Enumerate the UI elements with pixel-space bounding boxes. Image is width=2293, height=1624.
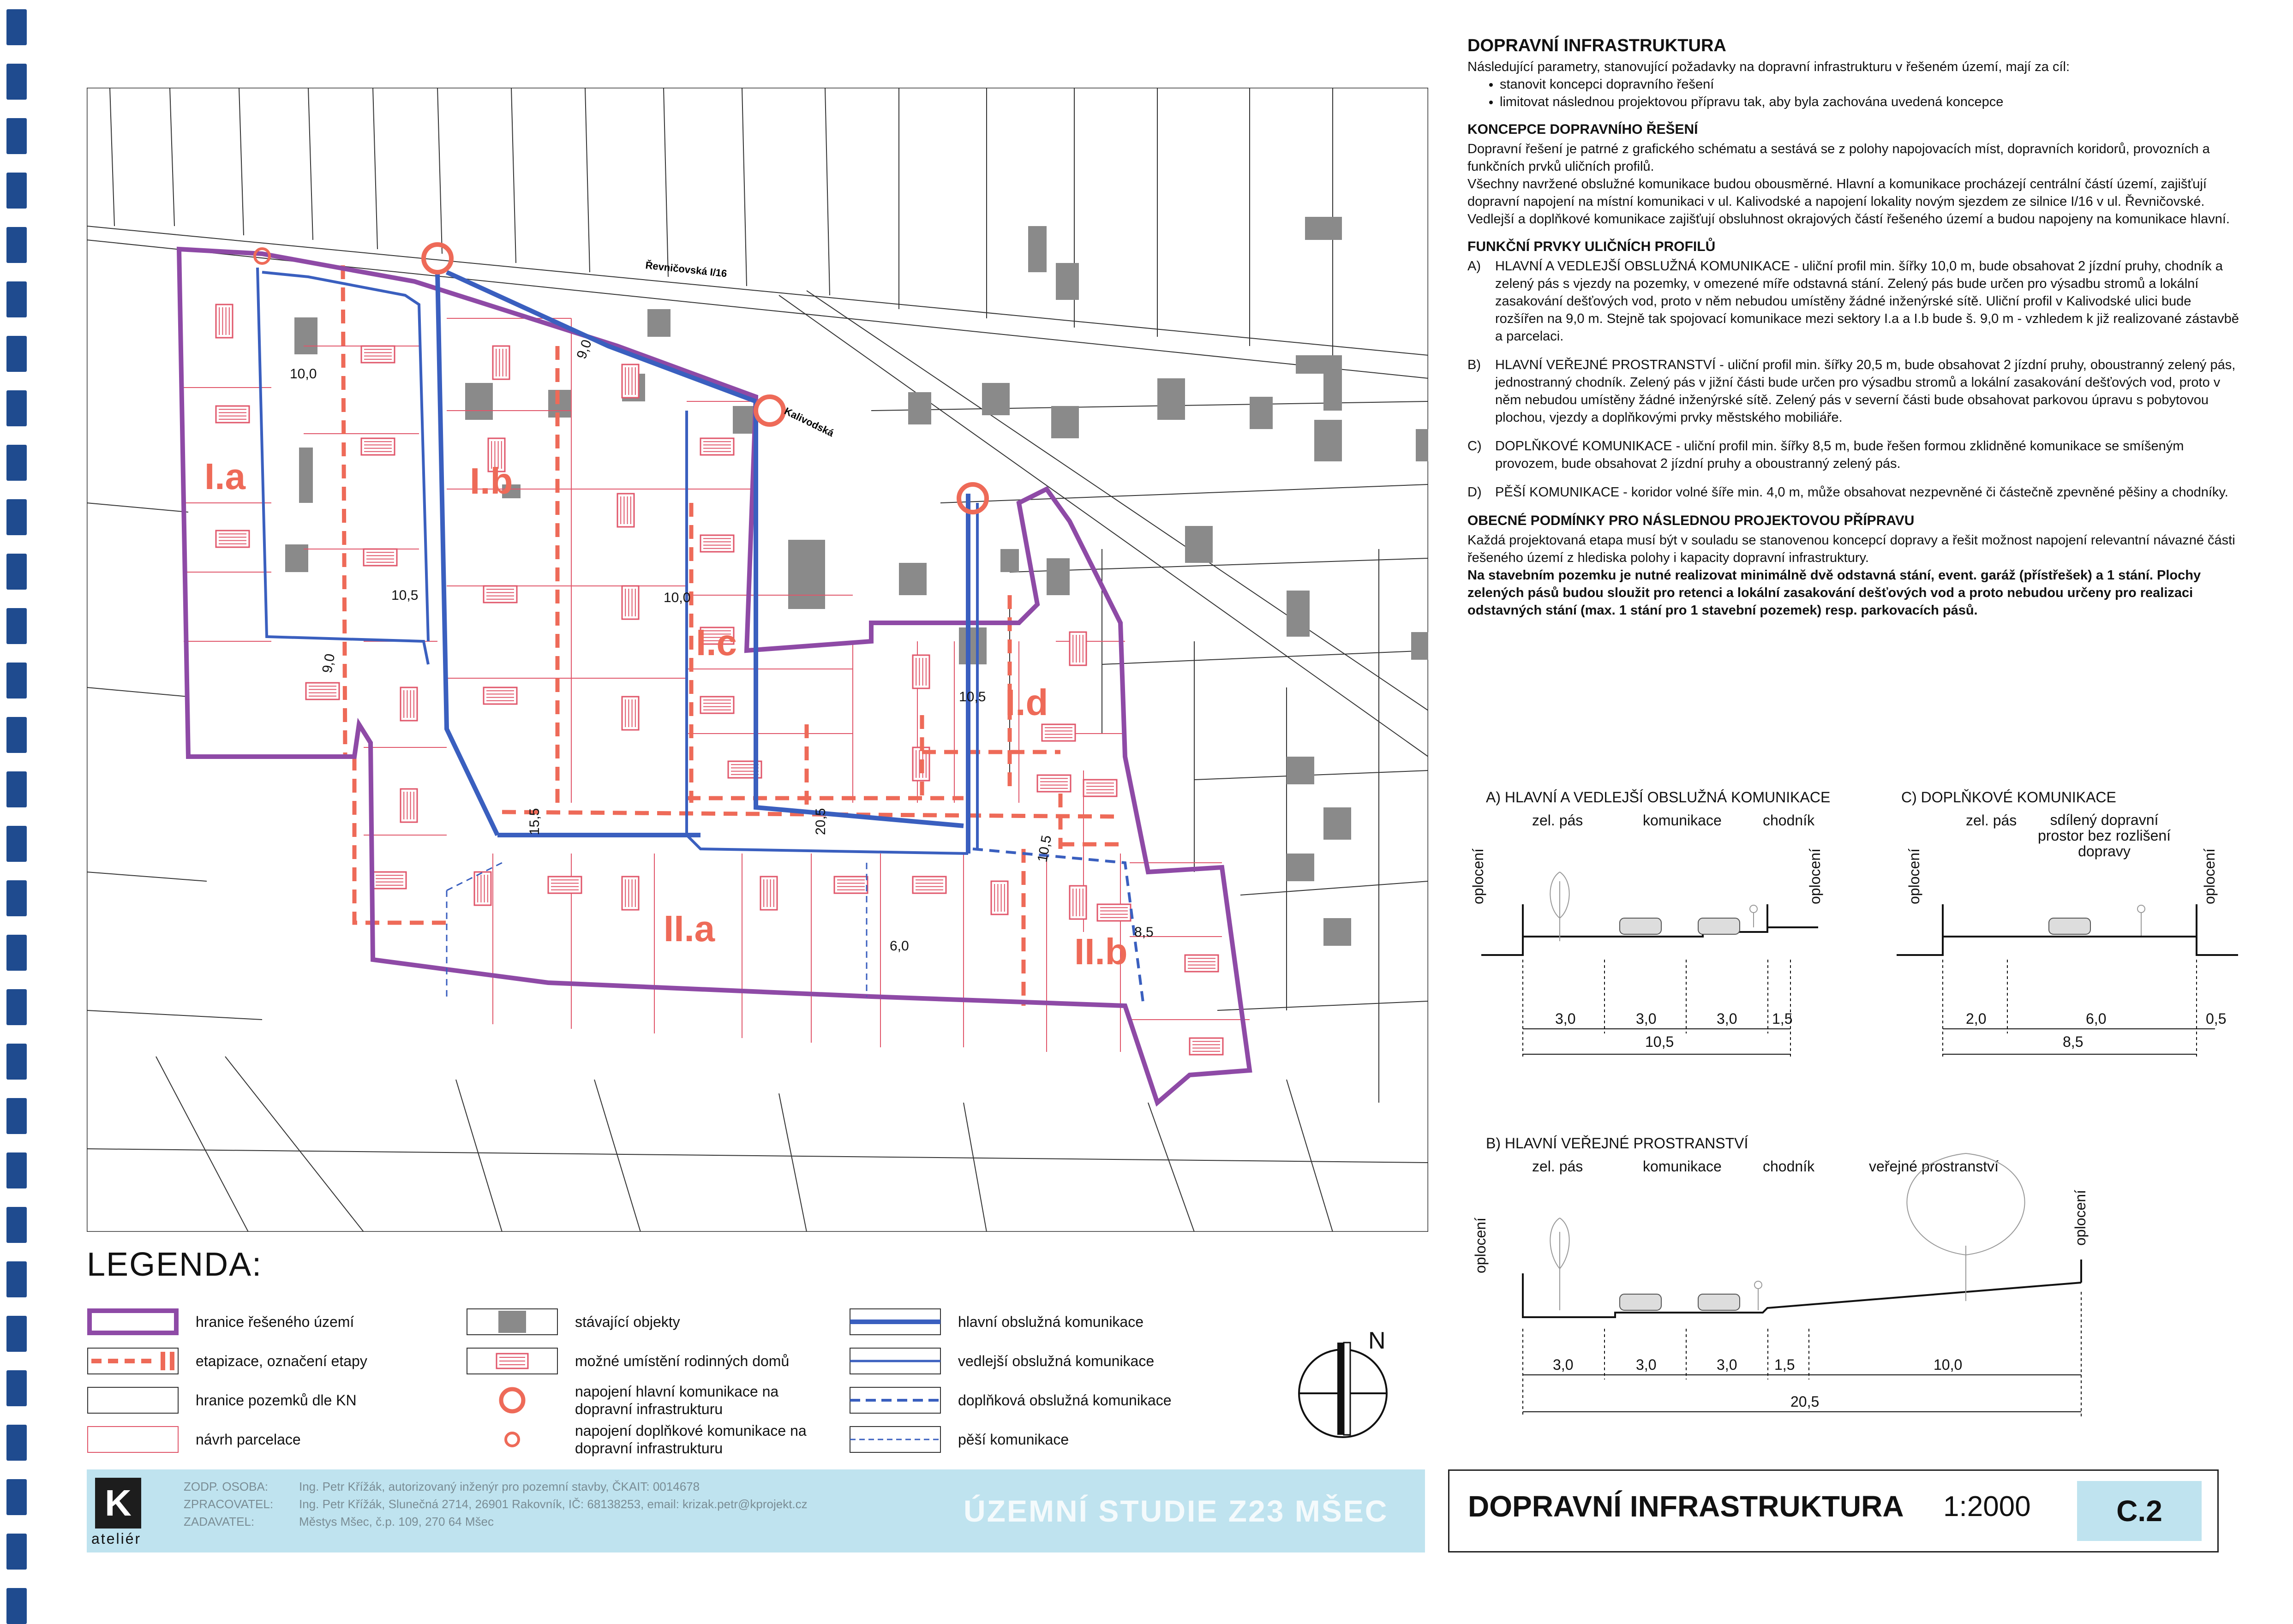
binding-hole <box>6 826 27 862</box>
sector-label: I.c <box>696 622 737 663</box>
section-a-label-road: komunikace <box>1643 812 1722 829</box>
meta-responsible: ZODP. OSOBA: Ing. Petr Křížák, autorizovaný inženýr pro pozemní stavby, ČKAIT: 0014678 <box>184 1480 700 1493</box>
legend-label: hlavní obslužná komunikace <box>958 1314 1144 1330</box>
binding-hole <box>6 1534 27 1570</box>
title-block-drawing-panel <box>1448 1469 2219 1552</box>
house-placement <box>216 304 233 338</box>
legend-item-boundary-purple <box>87 1306 354 1338</box>
section-a-dim-4: 1,5 <box>1772 1010 1793 1027</box>
binding-hole <box>6 390 27 426</box>
meta-processor: ZPRACOVATEL: Ing. Petr Křížák, Slunečná 2714, 26901 Rakovník, IČ: 68138253, email: krizak.petr@kprojekt.cz <box>184 1497 808 1511</box>
section-b-label-sidewalk: chodník <box>1763 1158 1815 1175</box>
north-arrow <box>1292 1324 1412 1444</box>
house-placement <box>1097 904 1131 921</box>
house-placement <box>700 438 734 455</box>
section-b-label-road: komunikace <box>1643 1158 1722 1175</box>
section-a-dim-1: 3,0 <box>1555 1010 1576 1027</box>
binding-hole <box>6 1044 27 1080</box>
sector-label: I.d <box>1005 682 1048 723</box>
binding-hole <box>6 9 27 45</box>
house-placement <box>622 586 639 619</box>
house-placement <box>474 872 491 905</box>
house-placement <box>306 683 339 699</box>
section-a-title: A) HLAVNÍ A VEDLEJŠÍ OBSLUŽNÁ KOMUNIKACE <box>1486 789 1831 806</box>
section-a-total: 10,5 <box>1645 1033 1674 1050</box>
binding-hole <box>6 663 27 699</box>
infra-bullet-1: • stanovit koncepci dopravního řešení <box>1500 76 2243 93</box>
binding-hole <box>6 1152 27 1188</box>
binding-hole <box>6 1425 27 1461</box>
drawing-scale: 1:2000 <box>1943 1491 2031 1522</box>
binding-hole <box>6 717 27 753</box>
study-title: ÚZEMNÍ STUDIE Z23 MŠEC <box>964 1494 1389 1528</box>
legend-label: pěší komunikace <box>958 1431 1069 1448</box>
legend-label: návrh parcelace <box>196 1431 301 1448</box>
binding-hole <box>6 554 27 590</box>
logo-wordmark: ateliér <box>91 1530 142 1547</box>
dimension-label: 10,5 <box>1035 834 1055 864</box>
title-block <box>87 1469 2219 1552</box>
binding-hole <box>6 499 27 535</box>
binding-hole <box>6 227 27 263</box>
profile-a: A) HLAVNÍ A VEDLEJŠÍ OBSLUŽNÁ KOMUNIKACE - uliční profil min. šířky 10,0 m, bude obsahovat 2 jízdní pruhy, chodník a zelený pás s vjezdy na pozemky, v omezené míře odstavná stání. Zelený pás bude určen pro výsadbu stromů a lokální zasakování dešťových vod, proto v něm nebudou umístěny žádné inženýrské sítě. Uliční profil v Kalivodské ulici bude rozšířen na 9,0 m. Stejně tak spojovací komunikace mezi sektory I.a a I.b bude š. 9,0 m - vzhledem k již realizované zástavbě a parcelaci. <box>1467 259 2239 344</box>
house-placement <box>1070 632 1086 665</box>
legend-item-existing-building <box>466 1306 680 1338</box>
dimension-label: 10,0 <box>664 590 691 605</box>
house-placement <box>622 877 639 910</box>
house-placement <box>913 877 946 893</box>
profile-c: C) DOPLŇKOVÉ KOMUNIKACE - uliční profil min. šířky 8,5 m, bude řešen formou zklidněné komunikace se smíšeným provozem, bude obsahovat 2 jízdní pruhy a oboustranný zelený pás. <box>1467 439 2184 471</box>
concept-p1: Dopravní řešení je patrné z grafického schématu a sestává se z polohy napojovacích míst, dopravních koridorů, provozních a funkčních prvků uličních profilů. <box>1467 142 2210 174</box>
section-b-total: 20,5 <box>1790 1393 1820 1410</box>
house-placement <box>484 687 517 704</box>
section-a-label-green: zel. pás <box>1532 812 1583 829</box>
legend-symbol <box>466 1308 558 1336</box>
dimension-label: 15,5 <box>527 808 542 835</box>
dimension-label: 8,5 <box>1134 925 1154 940</box>
legend-title: LEGENDA: <box>87 1246 263 1283</box>
section-b-dim-3: 3,0 <box>1717 1356 1737 1373</box>
street-section-b <box>1467 1135 2104 1439</box>
binding-hole <box>6 1098 27 1134</box>
legend-item-main-connection <box>466 1384 833 1416</box>
binding-hole <box>6 64 27 100</box>
house-placement <box>1037 775 1071 792</box>
binding-hole <box>6 281 27 317</box>
house-placement <box>1042 724 1075 741</box>
house-placement <box>913 655 929 688</box>
legend-label: vedlejší obslužná komunikace <box>958 1353 1155 1369</box>
infra-intro: Následující parametry, stanovující požadavky na dopravní infrastrukturu v řešeném území, mají za cíl: <box>1467 60 2070 74</box>
section-c-total: 8,5 <box>2063 1033 2083 1050</box>
binding-hole <box>6 771 27 807</box>
legend-label: hranice pozemků dle KN <box>196 1392 357 1409</box>
binding-hole <box>6 989 27 1025</box>
legend-label: napojení doplňkové komunikace na dopravní infrastrukturu <box>575 1422 807 1457</box>
binding-hole <box>6 336 27 372</box>
conditions-p1: Každá projektovaná etapa musí být v souladu se stanovenou koncepcí dopravy a řešit možnost napojení relevantní návazné části řešeného území z hlediska polohy i kapacity dopravní infrastruktury. <box>1467 533 2235 565</box>
house-placement <box>1190 1038 1223 1055</box>
street-section-c <box>1892 789 2243 1084</box>
house-placement <box>364 549 397 566</box>
infra-bullet-2: • limitovat následnou projektovou přípravu tak, aby byla zachována uvedená koncepce <box>1500 93 2243 111</box>
house-placement <box>401 789 417 822</box>
house-placement <box>1084 780 1117 796</box>
profile-d: D) PĚŠÍ KOMUNIKACE - koridor volné šíře min. 4,0 m, může obsahovat nezpevněné či částečně zpevněné pěšiny a chodníky. <box>1467 485 2228 500</box>
section-b-fence-left: oplocení <box>1472 1218 1489 1273</box>
meta-client: ZADAVATEL: Městys Mšec, č.p. 109, 270 64 Mšec <box>184 1515 494 1528</box>
house-placement <box>1185 955 1218 972</box>
street-label-revnicovska: Řevničovská I/16 <box>645 259 728 280</box>
section-a-dim-2: 3,0 <box>1636 1010 1657 1027</box>
house-placement <box>373 872 406 889</box>
house-placement <box>700 535 734 552</box>
section-a-fence-left: oplocení <box>1470 848 1486 904</box>
house-placement <box>622 364 639 398</box>
legend-item-road-pedestrian <box>849 1423 1069 1456</box>
house-placement <box>361 346 395 363</box>
section-b-fence-right: oplocení <box>2072 1190 2089 1246</box>
legend-symbol <box>466 1347 558 1375</box>
house-placement <box>361 438 395 455</box>
title-block-study-panel <box>87 1469 1425 1552</box>
house-placement <box>548 877 581 893</box>
house-placement <box>617 494 634 527</box>
binding-hole <box>6 935 27 971</box>
text-panel <box>1467 37 2243 619</box>
legend-symbol <box>87 1426 179 1453</box>
binding-hole <box>6 1207 27 1243</box>
binding-hole <box>6 445 27 481</box>
section-b-dim-5: 10,0 <box>1934 1356 1963 1373</box>
north-label: N <box>1368 1327 1386 1354</box>
section-c-dim-2: 6,0 <box>2086 1010 2107 1027</box>
sector-label: II.a <box>664 908 715 949</box>
house-placement <box>484 586 517 603</box>
section-c-title: C) DOPLŇKOVÉ KOMUNIKACE <box>1901 789 2116 806</box>
legend-symbol <box>466 1426 558 1453</box>
dimension-label: 10,5 <box>959 689 986 705</box>
drawing-code: C.2 <box>2077 1481 2202 1541</box>
legend-item-house-placement <box>466 1345 789 1377</box>
dimension-label: 9,0 <box>574 337 595 361</box>
binding-hole <box>6 173 27 209</box>
street-label-kalivodska: Kalivodská <box>782 405 836 439</box>
binding-hole <box>6 1316 27 1352</box>
house-placement <box>216 406 249 423</box>
sector-label: I.b <box>470 460 513 502</box>
section-c-dim-3: 0,5 <box>2206 1010 2227 1027</box>
legend-item-supplementary-connection <box>466 1423 833 1456</box>
section-c-label-shared: sdílený dopravní prostor bez rozlišení dopravy <box>2037 812 2171 860</box>
legend-item-road-secondary <box>849 1345 1154 1377</box>
legend-item-parcel-black <box>87 1384 357 1416</box>
legend-item-parcel-red <box>87 1423 301 1456</box>
binding-hole <box>6 1588 27 1624</box>
heading-concept: KONCEPCE DOPRAVNÍHO ŘEŠENÍ <box>1467 122 1698 137</box>
section-a-fence-right: oplocení <box>1807 848 1823 904</box>
house-placement <box>493 346 509 379</box>
legend-label: hranice řešeného území <box>196 1314 354 1330</box>
house-placement <box>700 697 734 713</box>
house-placement <box>216 531 249 547</box>
heading-conditions: OBECNÉ PODMÍNKY PRO NÁSLEDNOU PROJEKTOVOU PŘÍPRAVU <box>1467 513 1915 528</box>
house-placement <box>991 881 1008 914</box>
section-b-title: B) HLAVNÍ VEŘEJNÉ PROSTRANSTVÍ <box>1486 1135 1748 1152</box>
heading-infrastructure: DOPRAVNÍ INFRASTRUKTURA <box>1467 36 1726 55</box>
binding-hole <box>6 1261 27 1297</box>
section-b-dim-2: 3,0 <box>1636 1356 1657 1373</box>
binding-hole <box>6 1479 27 1515</box>
section-b-dim-4: 1,5 <box>1774 1356 1795 1373</box>
legend-label: napojení hlavní komunikace na dopravní infrastrukturu <box>575 1383 779 1417</box>
binding-hole <box>6 118 27 154</box>
section-b-dim-1: 3,0 <box>1553 1356 1574 1373</box>
house-placement <box>834 877 868 893</box>
dimension-label: 6,0 <box>890 938 909 954</box>
section-a-label-sidewalk: chodník <box>1763 812 1815 829</box>
legend-symbol <box>87 1386 179 1414</box>
site-plan-map[interactable] <box>87 88 1428 1232</box>
sector-label: II.b <box>1074 931 1128 972</box>
section-b-label-public: veřejné prostranství <box>1869 1158 1999 1175</box>
section-c-fence-right: oplocení <box>2201 848 2218 904</box>
section-c-dim-1: 2,0 <box>1966 1010 1987 1027</box>
binding-hole <box>6 880 27 916</box>
legend-item-stage-dashed-red <box>87 1345 367 1377</box>
profile-b: B) HLAVNÍ VEŘEJNÉ PROSTRANSTVÍ - uliční profil min. šířky 20,5 m, bude obsahovat 2 jízdní pruhy, oboustranný zelený pás, jednostranný chodník. Zelený pás v jižní části bude určen pro výsadbu stromů a lokální zasakování dešťových vod, proto v něm nebudou umístěny žádné inženýrské sítě. Zelený pás v severní části bude obsahovat parkovou úpravu s pobytovou plochou, vjezdy a doplňkovými prvky městského mobiliáře. <box>1467 358 2236 425</box>
section-c-label-green: zel. pás <box>1966 812 2017 829</box>
spiral-binding <box>0 0 32 1619</box>
legend-label: doplňková obslužná komunikace <box>958 1392 1172 1409</box>
legend-label: stávající objekty <box>575 1314 680 1330</box>
house-placement <box>760 877 777 910</box>
house-placement <box>401 687 417 721</box>
dimension-label: 20,5 <box>813 808 828 835</box>
section-a-dim-3: 3,0 <box>1717 1010 1737 1027</box>
legend-symbol <box>849 1426 941 1453</box>
dimension-label: 10,5 <box>391 588 419 603</box>
legend-item-road-supplementary <box>849 1384 1172 1416</box>
house-placement <box>1070 886 1086 919</box>
legend-label: možné umístění rodinných domů <box>575 1353 790 1369</box>
binding-hole <box>6 608 27 644</box>
legend-symbol <box>87 1308 179 1336</box>
legend-item-road-main <box>849 1306 1144 1338</box>
concept-p2: Všechny navržené obslužné komunikace budou obousměrné. Hlavní a komunikace procházejí centrální částí území, zajišťují dopravní napojení na místní komunikaci v ul. Kalivodské a napojení lokality novým sjezdem ze silnice I/16 v ul. Řevničovské. Vedlejší a doplňkové komunikace zajišťují obsluhnost okrajových částí řešeného území a budou napojeny na komunikace hlavní. <box>1467 177 2230 227</box>
drawing-title: DOPRAVNÍ INFRASTRUKTURA <box>1468 1490 1904 1523</box>
section-b-label-green: zel. pás <box>1532 1158 1583 1175</box>
section-c-fence-left: oplocení <box>1906 848 1922 904</box>
conditions-bold: Na stavebním pozemku je nutné realizovat minimálně dvě odstavná stání, event. garáž (přístřešek) a 1 stání. Plochy zelených pásů budou sloužit pro retenci a lokální zasakování dešťových vod a proto nebudou určeny pro realizaci odstavných stání (max. 1 stání pro 1 stavební pozemek) resp. parkovacích pásů. <box>1467 568 2201 618</box>
legend-symbol <box>849 1386 941 1414</box>
dimension-label: 10,0 <box>290 366 317 382</box>
legend-label: etapizace, označení etapy <box>196 1353 367 1369</box>
legend-symbol <box>849 1308 941 1336</box>
street-section-a <box>1467 789 1837 1084</box>
house-placement <box>622 697 639 730</box>
legend-symbol <box>849 1347 941 1375</box>
sector-label: I.a <box>204 456 245 497</box>
heading-profiles: FUNKČNÍ PRVKY ULIČNÍCH PROFILŮ <box>1467 239 1716 254</box>
kprojekt-logo: K <box>95 1478 141 1528</box>
dimension-label: 9,0 <box>319 652 338 675</box>
legend-symbol <box>466 1386 558 1414</box>
legend-symbol <box>87 1347 179 1375</box>
binding-hole <box>6 1370 27 1406</box>
